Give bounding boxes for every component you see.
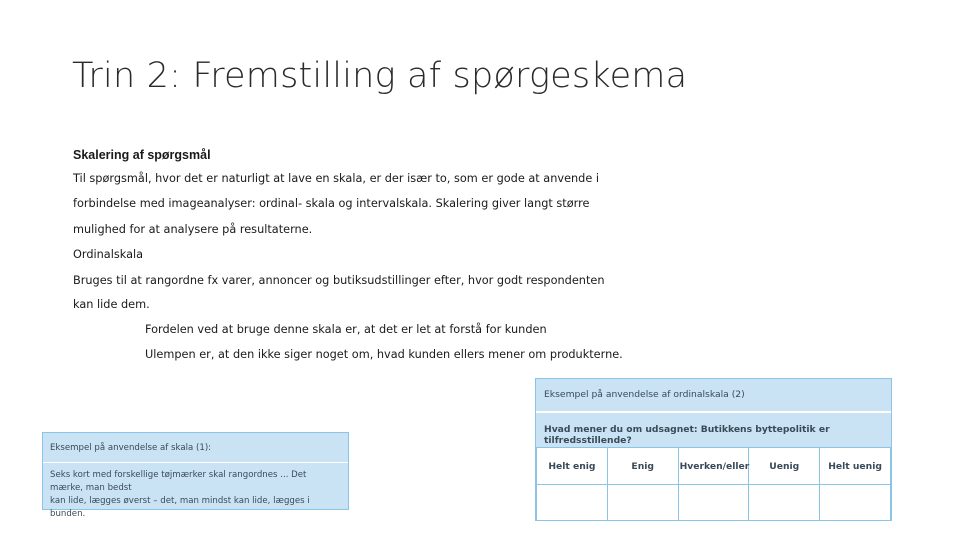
paragraph-line-1: Til spørgsmål, hvor det er naturligt at lave en skala, er der især to, som er gode at anvende i (73, 172, 600, 185)
rating-option-uenig: Uenig (749, 448, 820, 485)
rating-header-row (537, 448, 891, 485)
example-1-header: Eksempel på anvendelse af skala (1): (43, 433, 348, 463)
example-box-ordinal-2 (535, 378, 892, 521)
example-2-question: Hvad mener du om udsagnet: Butikkens byttepolitik er tilfredsstillende? (536, 413, 891, 447)
example-1-body (43, 463, 348, 527)
rating-option-helt-enig: Helt enig (537, 448, 608, 485)
ordinal-line-1: Bruges til at rangordne fx varer, annoncer og butiksudstillinger efter, hvor godt respondenten (73, 274, 605, 287)
ordinal-heading: Ordinalskala (73, 248, 144, 261)
rating-cell[interactable] (537, 485, 608, 521)
paragraph-line-2: forbindelse med imageanalyser: ordinal- skala og intervalskala. Skalering giver langt større (73, 197, 590, 210)
ordinal-pro-text: Fordelen ved at bruge denne skala er, at det er let at forstå for kunden (145, 323, 547, 336)
rating-option-helt-uenig: Helt uenig (820, 448, 891, 485)
rating-cell[interactable] (607, 485, 678, 521)
rating-table (536, 447, 891, 521)
rating-cell[interactable] (749, 485, 820, 521)
example-1-body-line-1: Seks kort med forskellige tøjmærker skal rangordnes ... Det mærke, man bedst (50, 470, 307, 493)
example-2-header: Eksempel på anvendelse af ordinalskala (2) (536, 379, 891, 413)
ordinal-line-2: kan lide dem. (73, 298, 150, 311)
rating-cell[interactable] (820, 485, 891, 521)
rating-option-enig: Enig (607, 448, 678, 485)
paragraph-line-3: mulighed for at analysere på resultaterne. (73, 223, 313, 236)
rating-cell[interactable] (678, 485, 749, 521)
example-1-body-line-2: kan lide, lægges øverst – det, man mindst kan lide, lægges i bunden. (50, 496, 310, 519)
ordinal-con-text: Ulempen er, at den ikke siger noget om, hvad kunden ellers mener om produkterne. (145, 348, 623, 361)
section-subheading: Skalering af spørgsmål (73, 148, 211, 162)
slide-title: Trin 2: Fremstilling af spørgeskema (72, 56, 688, 96)
rating-answer-row (537, 485, 891, 521)
example-box-scale-1 (42, 432, 349, 519)
rating-option-hverken-eller: Hverken/eller (678, 448, 749, 485)
